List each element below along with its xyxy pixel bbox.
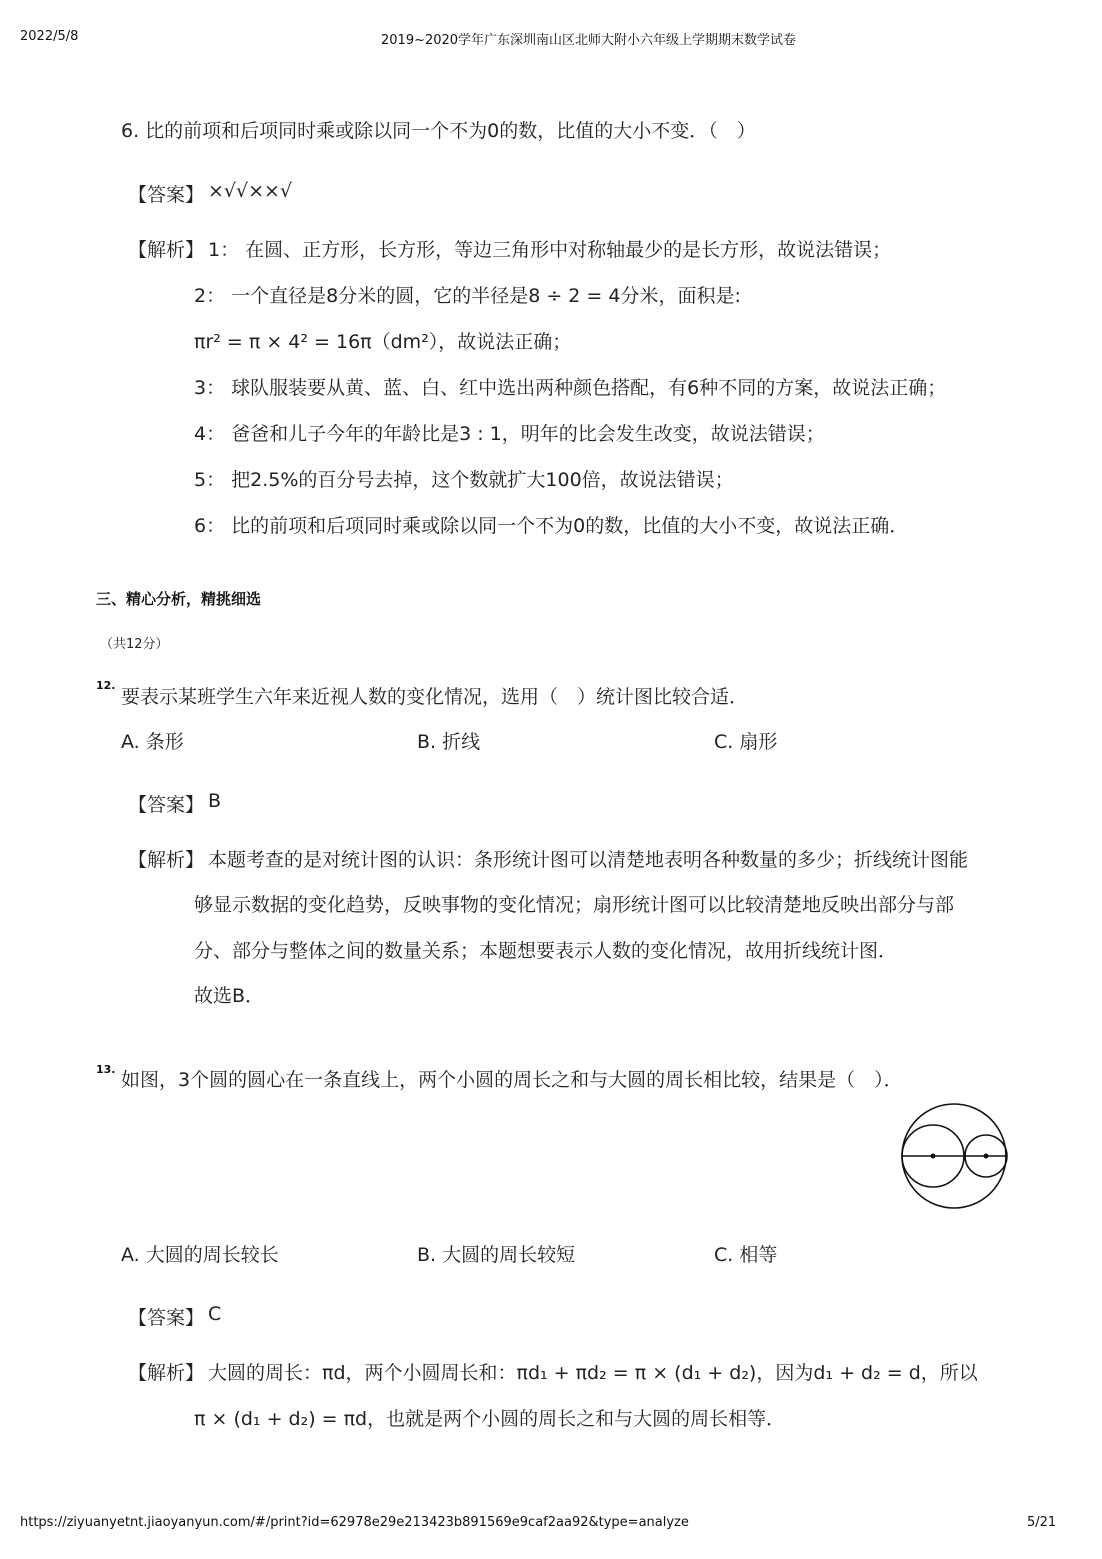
q13-analysis-line-2: π × (d₁ + d₂) = πd，也就是两个小圆的周长之和与大圆的周长相等． — [194, 1408, 786, 1430]
page-number: 5/21 — [1027, 1515, 1057, 1530]
q13-analysis-label: 【解析】 — [128, 1362, 205, 1384]
q12-option-a: A. 条形 — [121, 731, 184, 753]
q13-option-a: A. 大圆的周长较长 — [121, 1244, 279, 1266]
q6-analysis-line-7: 6： 比的前项和后项同时乘或除以同一个不为0的数，比值的大小不变，故说法正确． — [194, 515, 909, 537]
q12-analysis-line-4: 故选B． — [194, 985, 265, 1007]
q6-text: 6. 比的前项和后项同时乘或除以同一个不为0的数，比值的大小不变．（ ） — [121, 120, 756, 142]
q6-analysis-line-2: 2： 一个直径是8分米的圆，它的半径是8 ÷ 2 = 4分米，面积是: — [194, 285, 741, 307]
q12-option-c: C. 扇形 — [714, 731, 778, 753]
section-points: （共12分） — [100, 637, 169, 652]
q12-analysis-label: 【解析】 — [128, 849, 205, 871]
q12-answer-label: 【答案】 — [128, 794, 205, 816]
q13-number: 13. — [96, 1063, 116, 1076]
q6-analysis-label: 【解析】 — [128, 239, 205, 261]
q12-text: 要表示某班学生六年来近视人数的变化情况，选用（ ）统计图比较合适． — [121, 686, 749, 708]
q12-analysis-line-1: 本题考查的是对统计图的认识：条形统计图可以清楚地表明各种数量的多少；折线统计图能 — [208, 849, 969, 871]
center-dot-right — [984, 1154, 989, 1159]
q6-answer-value: ×√√××√ — [208, 180, 293, 202]
q13-option-c: C. 相等 — [714, 1244, 778, 1266]
q13-analysis-line-1: 大圆的周长：πd，两个小圆周长和：πd₁ + πd₂ = π × (d₁ + d₂)，因为d₁ + d₂ = d，所以 — [208, 1362, 978, 1384]
document-title: 2019~2020学年广东深圳南山区北师大附小六年级上学期期末数学试卷 — [381, 33, 797, 48]
q12-answer-value: B — [208, 790, 222, 812]
q13-text: 如图，3个圆的圆心在一条直线上，两个小圆的周长之和与大圆的周长相比较，结果是（ ）． — [121, 1069, 903, 1091]
q12-analysis-line-2: 够显示数据的变化趋势，反映事物的变化情况；扇形统计图可以比较清楚地反映出部分与部 — [194, 894, 955, 916]
footer-url[interactable]: https://ziyuanyetnt.jiaoyanyun.com/#/print?id=62978e29e213423b891569e9caf2aa92&type=analyze — [20, 1515, 689, 1530]
three-circles-figure — [900, 1102, 1010, 1212]
q12-number: 12. — [96, 679, 116, 692]
q6-analysis-line-4: 3： 球队服装要从黄、蓝、白、红中选出两种颜色搭配，有6种不同的方案，故说法正确； — [194, 377, 947, 399]
q13-answer-label: 【答案】 — [128, 1307, 205, 1329]
q12-analysis-line-3: 分、部分与整体之间的数量关系；本题想要表示人数的变化情况，故用折线统计图． — [194, 940, 898, 962]
q6-answer-label: 【答案】 — [128, 184, 205, 206]
section-title: 三、精心分析，精挑细选 — [96, 590, 262, 608]
print-date: 2022/5/8 — [20, 29, 79, 44]
q6-analysis-line-6: 5： 把2.5%的百分号去掉，这个数就扩大100倍，故说法错误； — [194, 469, 734, 491]
q6-analysis-line-1: 1： 在圆、正方形，长方形，等边三角形中对称轴最少的是长方形，故说法错误； — [208, 239, 892, 261]
q12-option-b: B. 折线 — [417, 731, 481, 753]
center-dot-left — [931, 1154, 936, 1159]
q13-option-b: B. 大圆的周长较短 — [417, 1244, 576, 1266]
q13-answer-value: C — [208, 1303, 222, 1325]
q6-analysis-line-5: 4： 爸爸和儿子今年的年龄比是3 : 1，明年的比会发生改变，故说法错误； — [194, 423, 825, 445]
q6-analysis-line-3: πr² = π × 4² = 16π（dm²），故说法正确； — [194, 331, 572, 353]
